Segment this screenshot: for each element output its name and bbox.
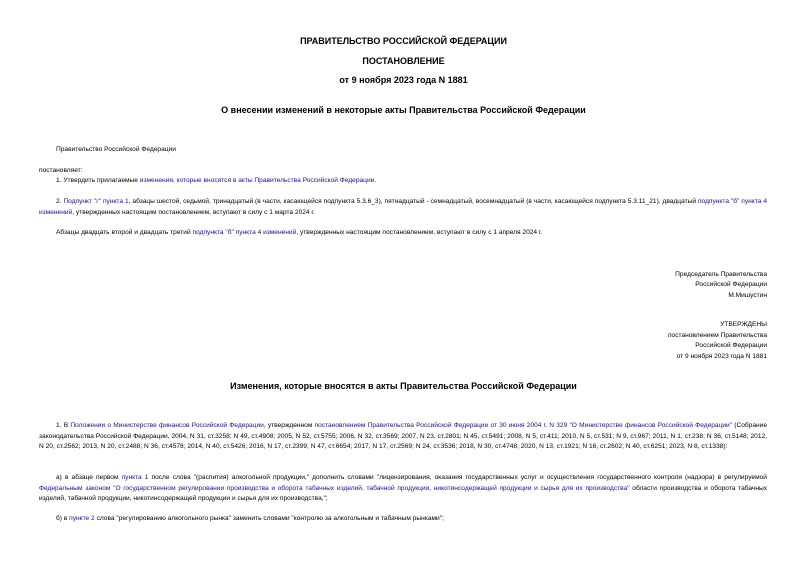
b-rest: слова "регулированию алкогольного рынка" заменить словами "контролю за алкогольным и табачным рынками"; — [94, 515, 444, 522]
change-a — [39, 473, 767, 505]
changes-title: Изменения, которые вносятся в акты Правительства Российской Федерации — [230, 381, 577, 391]
b-prefix: б) в — [56, 515, 70, 522]
p2-mid: , абзацы шестой, седьмой, тринадцатый (в части, касающейся подпункта 5.3.6_3), пятнадцатый - семнадцатый, восемнадцатый (в части, касающейся подпункта 5.3.11_21), двадцатый — [128, 198, 698, 205]
date-number: от 9 ноября 2023 года N 1881 — [339, 75, 468, 85]
change-b — [56, 514, 444, 525]
approved-org: Российской Федерации — [695, 342, 767, 349]
p1-suffix: . — [374, 177, 377, 184]
signature-title: Председатель Правительства — [675, 271, 767, 278]
c1-prefix: 1. В — [56, 422, 71, 429]
subparagraph-g-link[interactable]: Подпункт "г" пункта 1 — [63, 198, 129, 205]
c1-mid: , утвержденном — [263, 422, 315, 429]
item-2-link[interactable]: пункте 2 — [69, 515, 95, 522]
p1-prefix: 1. Утвердить прилагаемые — [56, 177, 140, 184]
changes-link[interactable]: изменения, которые вносятся в акты Правительства Российской Федерации — [139, 177, 375, 184]
c1-rest: (Собрание законодательства Российской Федерации, 2004, N 31, ст.3258; N 49, ст.4908; 2005, N 52, ст.5755; 2006, N 32, ст.3569; 2007, N 23, ст.2801; N 45, ст.5491; 2008, N 5, ст.411; 2010, N 5, ст.531; N 9, ст.967; 2011, N 1, ст.238; N 36, ст.5148; 2012, N 20, ст.2562; 2013, N 20, ст.2488; N 36, ст.4578; 2014, N 40, ст.5426; 2016, N 17, ст.2399; N 47, ст.6654; 2017, N 17, ст.2569; N 24, ст.3536; 2018, N 30, ст.4748; 2020, N 13, ст.1921; N 16, ст.2602; N 40, ст.6251; 2023, N 8, ст.1338): — [39, 422, 767, 450]
intro-resolves: постановляет: — [39, 167, 83, 174]
signature-name: М.Мишустин — [728, 292, 767, 299]
paragraph-2 — [39, 197, 767, 218]
subparagraph-b-link[interactable]: подпункта "б" пункта 4 изменений — [39, 198, 767, 216]
approved-date: от 9 ноября 2023 года N 1881 — [676, 353, 767, 360]
document-title: О внесении изменений в некоторые акты Правительства Российской Федерации — [221, 105, 586, 115]
resolution-329-link[interactable]: постановлением Правительства Российской Федерации от 30 июня 2004 г. N 329 "О Министерстве финансов Российской Федерации" — [314, 422, 733, 429]
approved-by: постановлением Правительства — [667, 332, 767, 339]
p3-suffix: , утвержденных настоящим постановлением, вступают в силу с 1 апреля 2024 г. — [296, 229, 543, 236]
paragraph-1 — [56, 176, 376, 187]
doc-type-heading: ПОСТАНОВЛЕНИЕ — [362, 56, 445, 66]
p3-prefix: Абзацы двадцать второй и двадцать третий — [56, 229, 193, 236]
change-1 — [39, 421, 767, 453]
item-1-link[interactable]: пункта 1 — [121, 474, 149, 481]
intro-subject: Правительство Российской Федерации — [56, 146, 176, 153]
government-heading: ПРАВИТЕЛЬСТВО РОССИЙСКОЙ ФЕДЕРАЦИИ — [300, 36, 507, 46]
a-mid: после слова "(распития) алкогольной продукции," дополнить словами "лицензирования, оказания государственных услуг и осуществления государственного контроля (надзора) в регулируемой — [148, 474, 767, 481]
a-prefix: а) в абзаце первом — [56, 474, 122, 481]
a-rest: области производства и оборота табачных изделий, табачной продукции, никотинсодержащей продукции и сырья для их производства,"; — [39, 484, 767, 502]
subparagraph-b-link-2[interactable]: подпункта "б" пункта 4 изменений — [192, 229, 297, 236]
paragraph-3 — [56, 228, 542, 239]
minfin-regulation-link[interactable]: Положении о Министерстве финансов Российской Федерации — [70, 422, 264, 429]
p2-suffix: , утвержденных настоящим постановлением, вступают в силу с 1 марта 2024 г. — [72, 208, 315, 216]
approved-label: УТВЕРЖДЕНЫ — [720, 321, 767, 328]
p2-prefix: 2. — [56, 198, 64, 205]
federal-law-link[interactable]: Федеральным законом "О государственном регулировании производства и оборота табачных изделий, табачной продукции, никотинсодержащей продукции и сырья для их производства" — [39, 484, 630, 492]
signature-org: Российской Федерации — [695, 281, 767, 288]
